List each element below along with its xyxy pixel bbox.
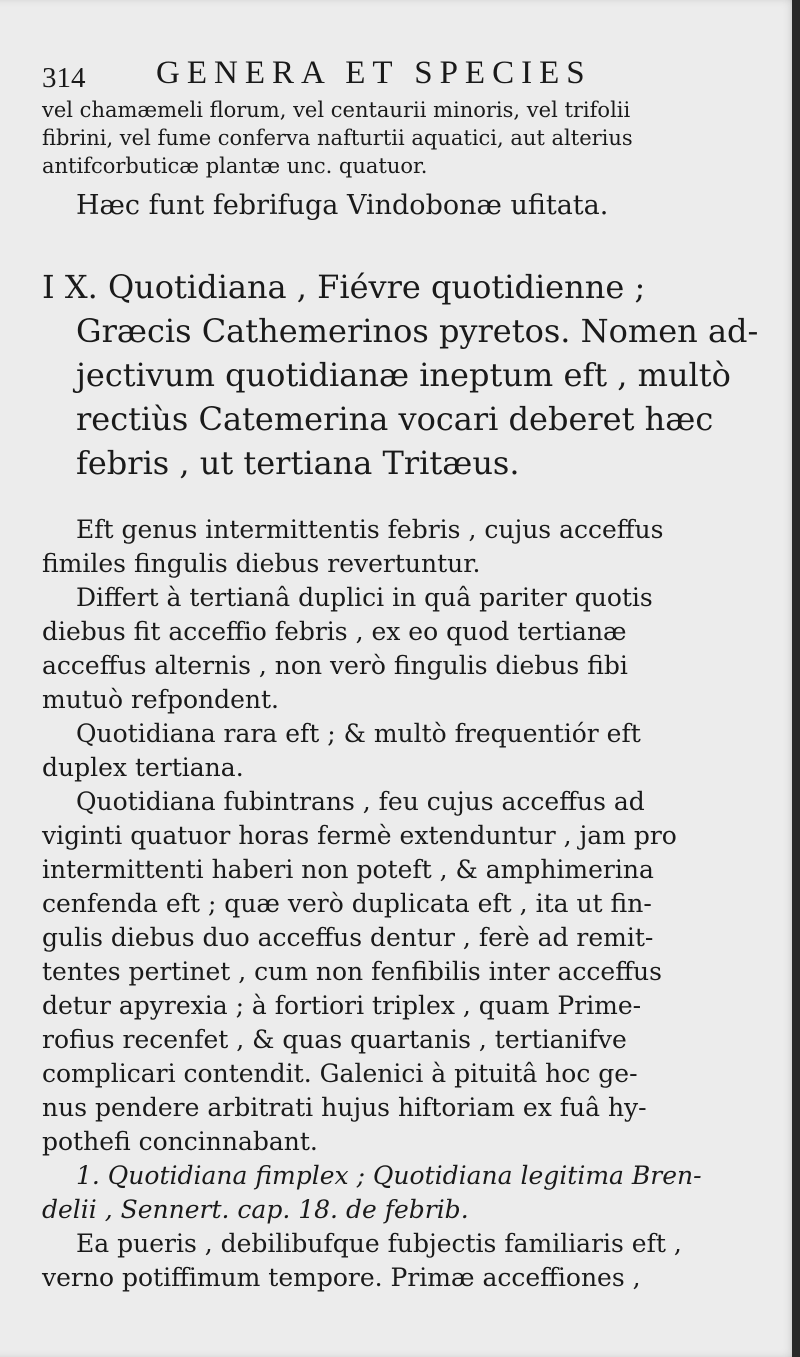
- text-line: pothefi concinnabant.: [42, 1127, 318, 1156]
- text-line: jectivum quotidianæ ineptum eft , multò: [76, 356, 731, 394]
- text-line: verno potiffimum tempore. Primæ acceffiones ,: [42, 1263, 641, 1292]
- text-line: delii , Sennert. cap. 18. de febrib.: [42, 1195, 469, 1224]
- text-line: intermittenti haberi non poteft , & amphimerina: [42, 855, 654, 884]
- text-line: duplex tertiana.: [42, 753, 244, 782]
- text-line: vel chamæmeli florum, vel centaurii minoris, vel trifolii: [42, 98, 631, 122]
- text-line: tentes pertinet , cum non fenfibilis inter acceffus: [42, 957, 662, 986]
- text-line: rectiùs Catemerina vocari deberet hæc: [76, 400, 714, 438]
- text-line: Ea pueris , debilibufque fubjectis familiaris eft ,: [76, 1229, 682, 1258]
- page-number: 314: [42, 62, 86, 94]
- text-line: nus pendere arbitrati hujus hiftoriam ex fuâ hy-: [42, 1093, 647, 1122]
- text-line: Differt à tertianâ duplici in quâ pariter quotis: [76, 583, 653, 612]
- text-line: acceffus alternis , non verò fingulis diebus fibi: [42, 651, 628, 680]
- text-line: complicari contendit. Galenici à pituitâ hoc ge-: [42, 1059, 638, 1088]
- text-line: rofius recenfet , & quas quartanis , tertianifve: [42, 1025, 627, 1054]
- intro-paragraph: [42, 96, 784, 180]
- text-line: Quotidiana rara eft ; & multò frequentiór eft: [76, 719, 641, 748]
- text-line: fimiles fingulis diebus revertuntur.: [42, 549, 481, 578]
- section-heading-paragraph: [42, 265, 782, 485]
- text-line: Eft genus intermittentis febris , cujus acceffus: [76, 515, 664, 544]
- text-line: febris , ut tertiana Tritæus.: [76, 444, 520, 482]
- text-line: cenfenda eft ; quæ verò duplicata eft , ita ut fin-: [42, 889, 652, 918]
- running-header: [42, 52, 782, 102]
- text-line: diebus fit acceffio febris , ex eo quod tertianæ: [42, 617, 627, 646]
- text-line: I X. Quotidiana , Fiévre quotidienne ;: [42, 268, 646, 306]
- text-line: gulis diebus duo acceffus dentur , ferè ad remit-: [42, 923, 654, 952]
- text-line: Græcis Cathemerinos pyretos. Nomen ad-: [76, 312, 759, 350]
- running-title: GENERA ET SPECIES: [156, 55, 592, 91]
- text-line: antifcorbuticæ plantæ unc. quatuor.: [42, 154, 428, 178]
- page-edge-shadow: [792, 0, 800, 1357]
- text-line: detur apyrexia ; à fortiori triplex , quam Prime-: [42, 991, 642, 1020]
- text-line: fibrini, vel fume conferva nafturtii aquatici, aut alterius: [42, 126, 633, 150]
- text-line: mutuò refpondent.: [42, 685, 279, 714]
- text-line: viginti quatuor horas fermè extenduntur , jam pro: [42, 821, 677, 850]
- febrifuga-line: Hæc funt febrifuga Vindobonæ ufitata.: [76, 190, 609, 221]
- text-line: Quotidiana fubintrans , feu cujus acceffus ad: [76, 787, 645, 816]
- text-line: 1. Quotidiana fimplex ; Quotidiana legitima Bren-: [76, 1161, 702, 1190]
- body-text: [42, 513, 782, 1295]
